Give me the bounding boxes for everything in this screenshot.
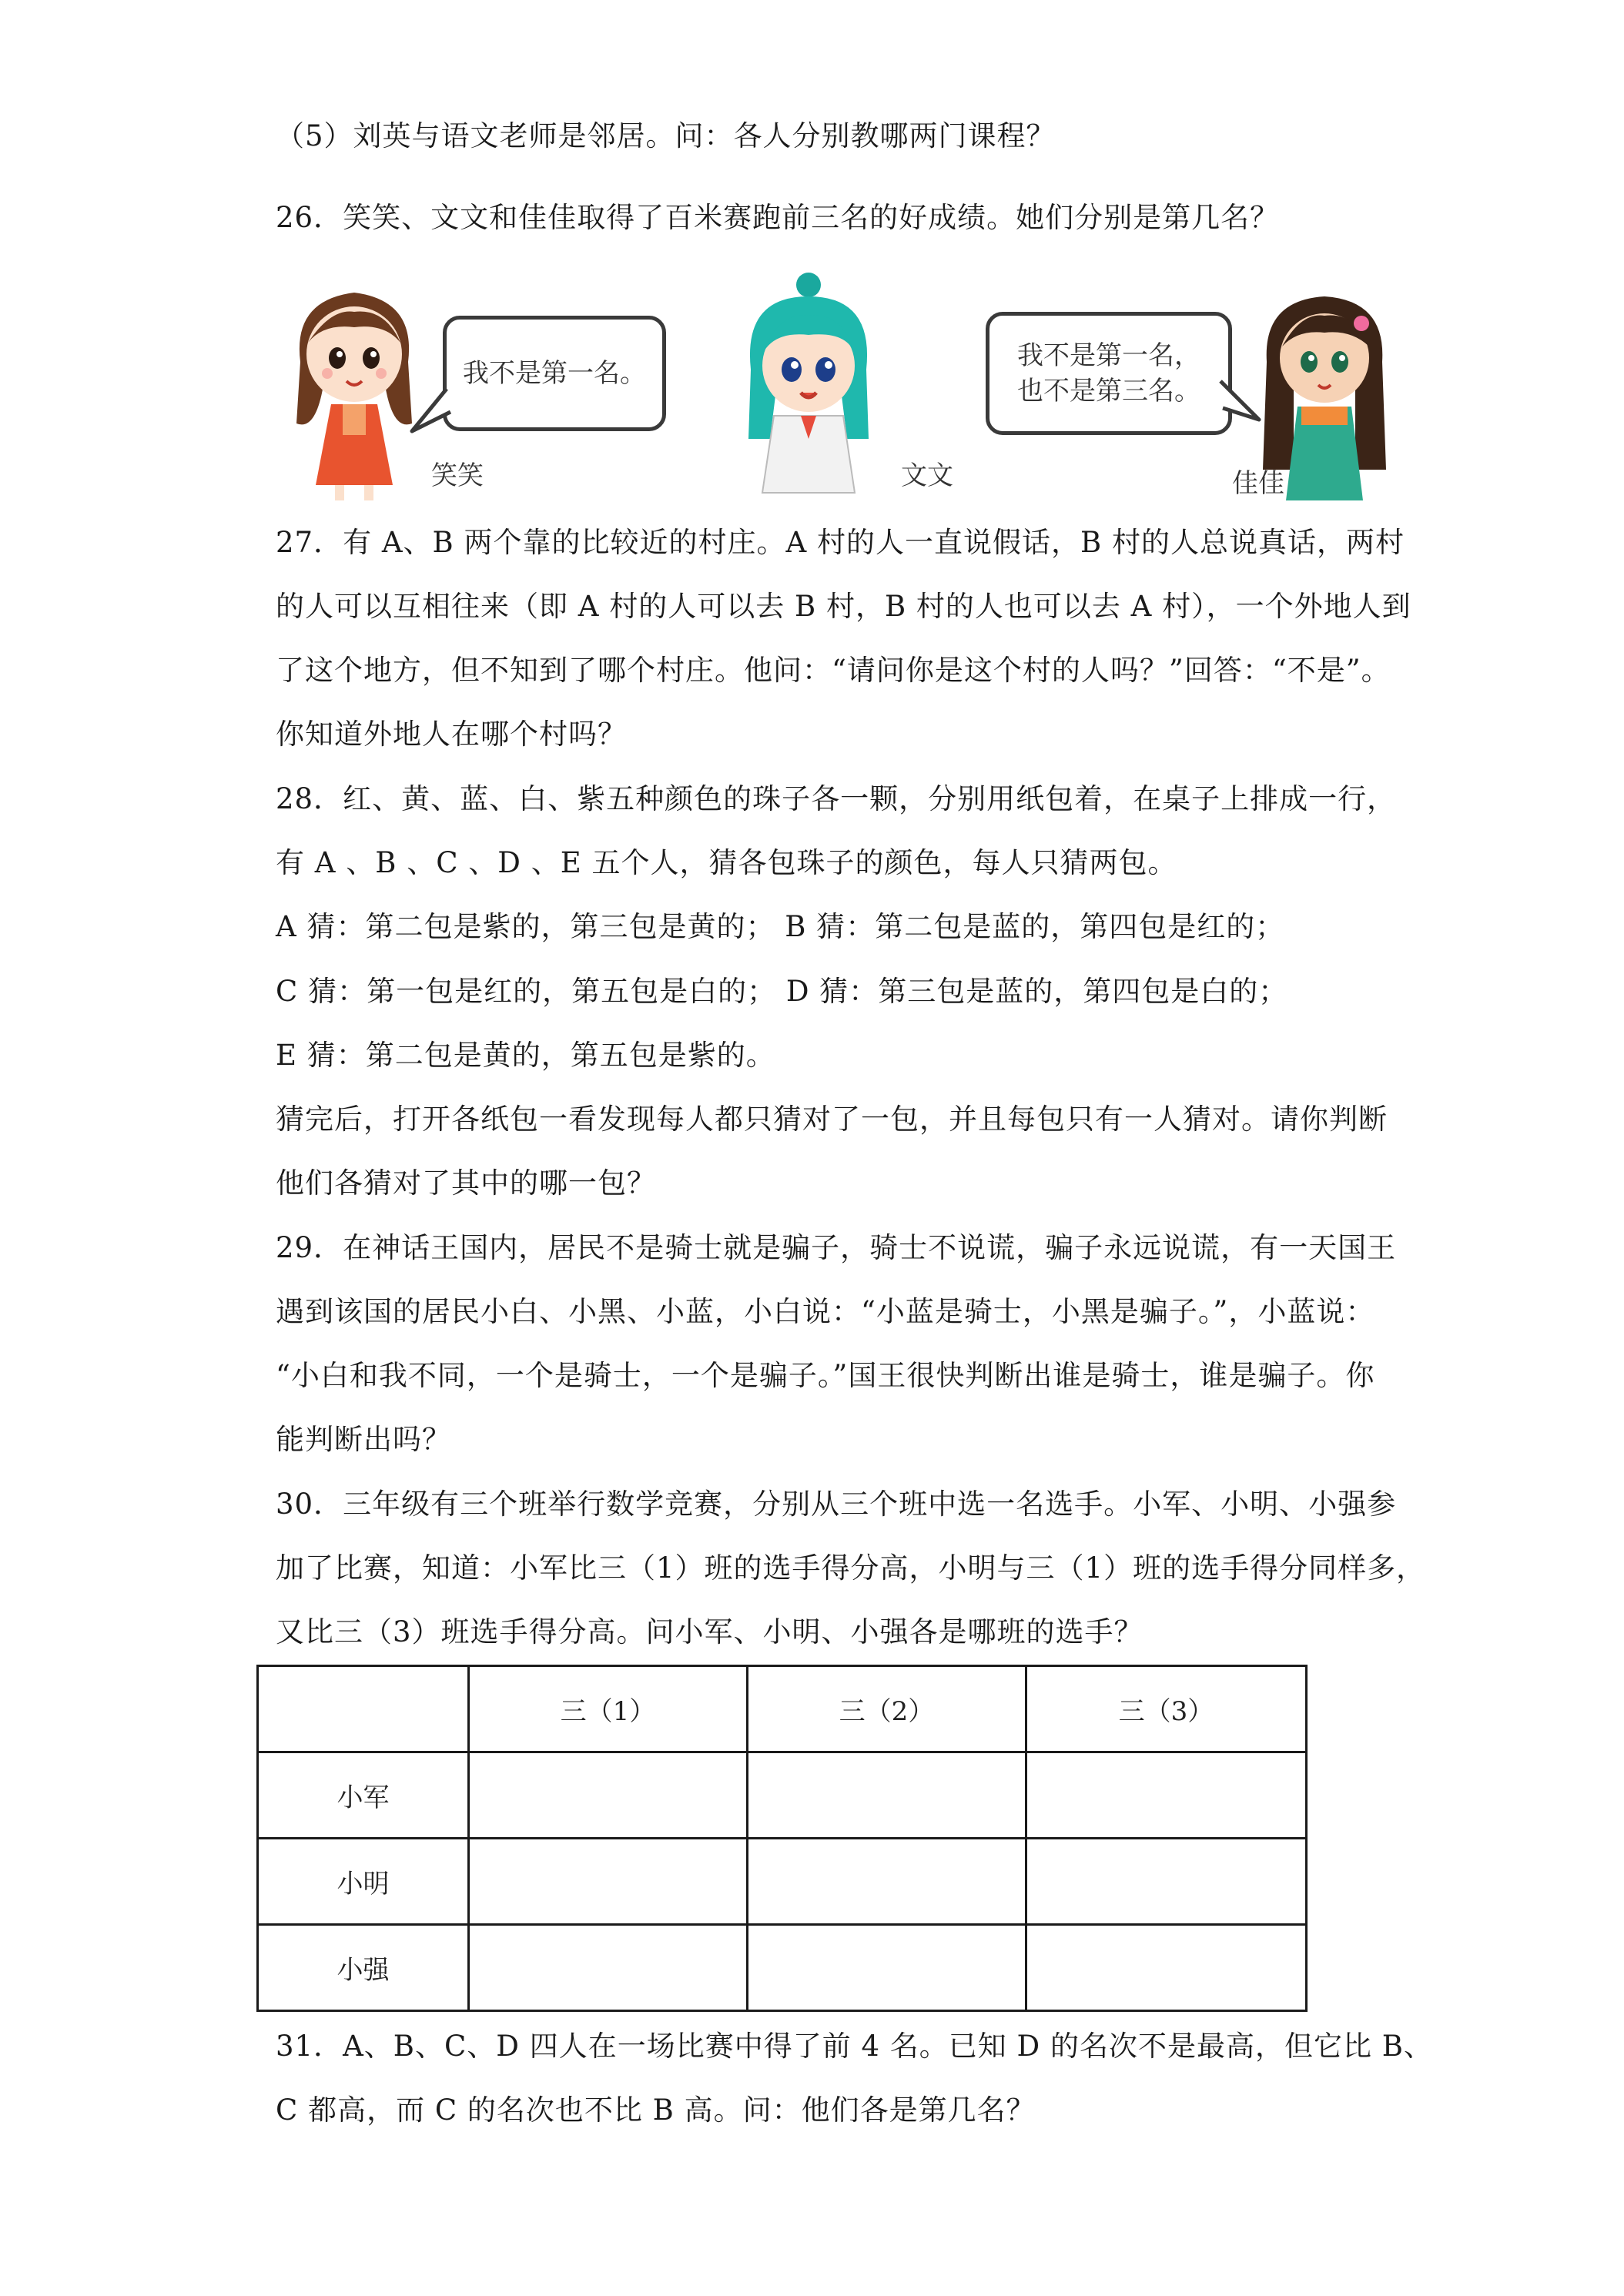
answer-cell[interactable] — [1026, 1839, 1307, 1925]
column-header-class-1: 三（1） — [469, 1666, 748, 1752]
row-label-xiaojun: 小军 — [258, 1752, 469, 1839]
table-row — [258, 1839, 1307, 1925]
wenwen-name-label: 文文 — [901, 460, 953, 491]
row-label-xiaoming: 小明 — [258, 1839, 469, 1925]
problem-28-guess-e: E 猜：第二包是黄的，第五包是紫的。 — [276, 1039, 775, 1072]
problem-29-line-3: “小白和我不同，一个是骑士，一个是骗子。”国王很快判断出谁是骑士，谁是骗子。你 — [276, 1359, 1375, 1392]
answer-cell[interactable] — [469, 1925, 748, 2011]
class-assignment-table — [256, 1665, 1308, 2012]
wenwen-illustration — [732, 269, 886, 500]
answer-cell[interactable] — [469, 1839, 748, 1925]
table-row — [258, 1752, 1307, 1839]
problem-27-line-3: 了这个地方，但不知到了哪个村庄。他问：“请问你是这个村的人吗？”回答：“不是”。 — [276, 654, 1391, 687]
column-header-class-2: 三（2） — [748, 1666, 1026, 1752]
row-label-xiaoqiang: 小强 — [258, 1925, 469, 2011]
problem-29-line-2: 遇到该国的居民小白、小黑、小蓝，小白说：“小蓝是骑士，小黑是骗子。”，小蓝说： — [276, 1295, 1375, 1328]
problem-28-guess-cd: C 猜：第一包是红的，第五包是白的； D 猜：第三包是蓝的，第四包是白的； — [276, 975, 1288, 1008]
problem-29-line-1: 29．在神话王国内，居民不是骑士就是骗子，骑士不说谎，骗子永远说谎，有一天国王 — [276, 1231, 1397, 1264]
problem-28-line-1: 28．红、黄、蓝、白、紫五种颜色的珠子各一颗，分别用纸包着，在桌子上排成一行， — [276, 782, 1397, 815]
problem-26-text: 26．笑笑、文文和佳佳取得了百米赛跑前三名的好成绩。她们分别是第几名？ — [276, 201, 1280, 234]
problem-28-line-6: 猜完后，打开各纸包一看发现每人都只猜对了一包，并且每包只有一人猜对。请你判断 — [276, 1103, 1388, 1136]
table-row — [258, 1925, 1307, 2011]
answer-cell[interactable] — [748, 1925, 1026, 2011]
problem-27-line-2: 的人可以互相往来（即 A 村的人可以去 B 村，B 村的人也可以去 A 村），一个外地人到 — [276, 590, 1411, 623]
answer-cell[interactable] — [469, 1752, 748, 1839]
jiajia-speech-line-2: 也不是第三名。 — [1017, 376, 1200, 407]
column-header-class-3: 三（3） — [1026, 1666, 1307, 1752]
xiaoxiao-speech-text: 我不是第一名。 — [463, 358, 646, 389]
answer-cell[interactable] — [1026, 1752, 1307, 1839]
problem-30-line-2: 加了比赛，知道：小军比三（1）班的选手得分高，小明与三（1）班的选手得分同样多， — [276, 1551, 1426, 1585]
answer-cell[interactable] — [1026, 1925, 1307, 2011]
problem-30-line-3: 又比三（3）班选手得分高。问小军、小明、小强各是哪班的选手？ — [276, 1615, 1143, 1648]
answer-cell[interactable] — [748, 1752, 1026, 1839]
table-corner-cell — [258, 1666, 469, 1752]
jiajia-name-label: 佳佳 — [1232, 468, 1284, 499]
xiaoxiao-name-label: 笑笑 — [431, 460, 484, 491]
jiajia-speech-line-1: 我不是第一名， — [1017, 340, 1200, 371]
answer-cell[interactable] — [748, 1839, 1026, 1925]
race-characters-figure — [277, 269, 1401, 508]
problem-28-guess-ab: A 猜：第二包是紫的，第三包是黄的； B 猜：第二包是蓝的，第四包是红的； — [276, 910, 1285, 943]
problem-29-line-4: 能判断出吗？ — [276, 1423, 451, 1456]
problem-25-clue-5: （5）刘英与语文老师是邻居。问：各人分别教哪两门课程？ — [276, 119, 1056, 152]
table-header-row — [258, 1666, 1307, 1752]
problem-28-line-2: 有 A 、B 、C 、D 、E 五个人，猜各包珠子的颜色，每人只猜两包。 — [276, 846, 1177, 879]
jiajia-speech-bubble — [986, 312, 1232, 435]
problem-31-line-1: 31．A、B、C、D 四人在一场比赛中得了前 4 名。已知 D 的名次不是最高，但它比 B、 — [276, 2030, 1433, 2063]
problem-27-line-4: 你知道外地人在哪个村吗？ — [276, 718, 627, 751]
xiaoxiao-bubble-tail — [408, 385, 454, 439]
problem-28-line-7: 他们各猜对了其中的哪一包？ — [276, 1166, 656, 1200]
problem-31-line-2: C 都高，而 C 的名次也不比 B 高。问：他们各是第几名？ — [276, 2094, 1036, 2127]
xiaoxiao-speech-bubble — [443, 316, 666, 431]
problem-30-line-1: 30．三年级有三个班举行数学竞赛，分别从三个班中选一名选手。小军、小明、小强参 — [276, 1488, 1397, 1521]
problem-27-line-1: 27．有 A、B 两个靠的比较近的村庄。A 村的人一直说假话，B 村的人总说真话，两村 — [276, 526, 1405, 559]
